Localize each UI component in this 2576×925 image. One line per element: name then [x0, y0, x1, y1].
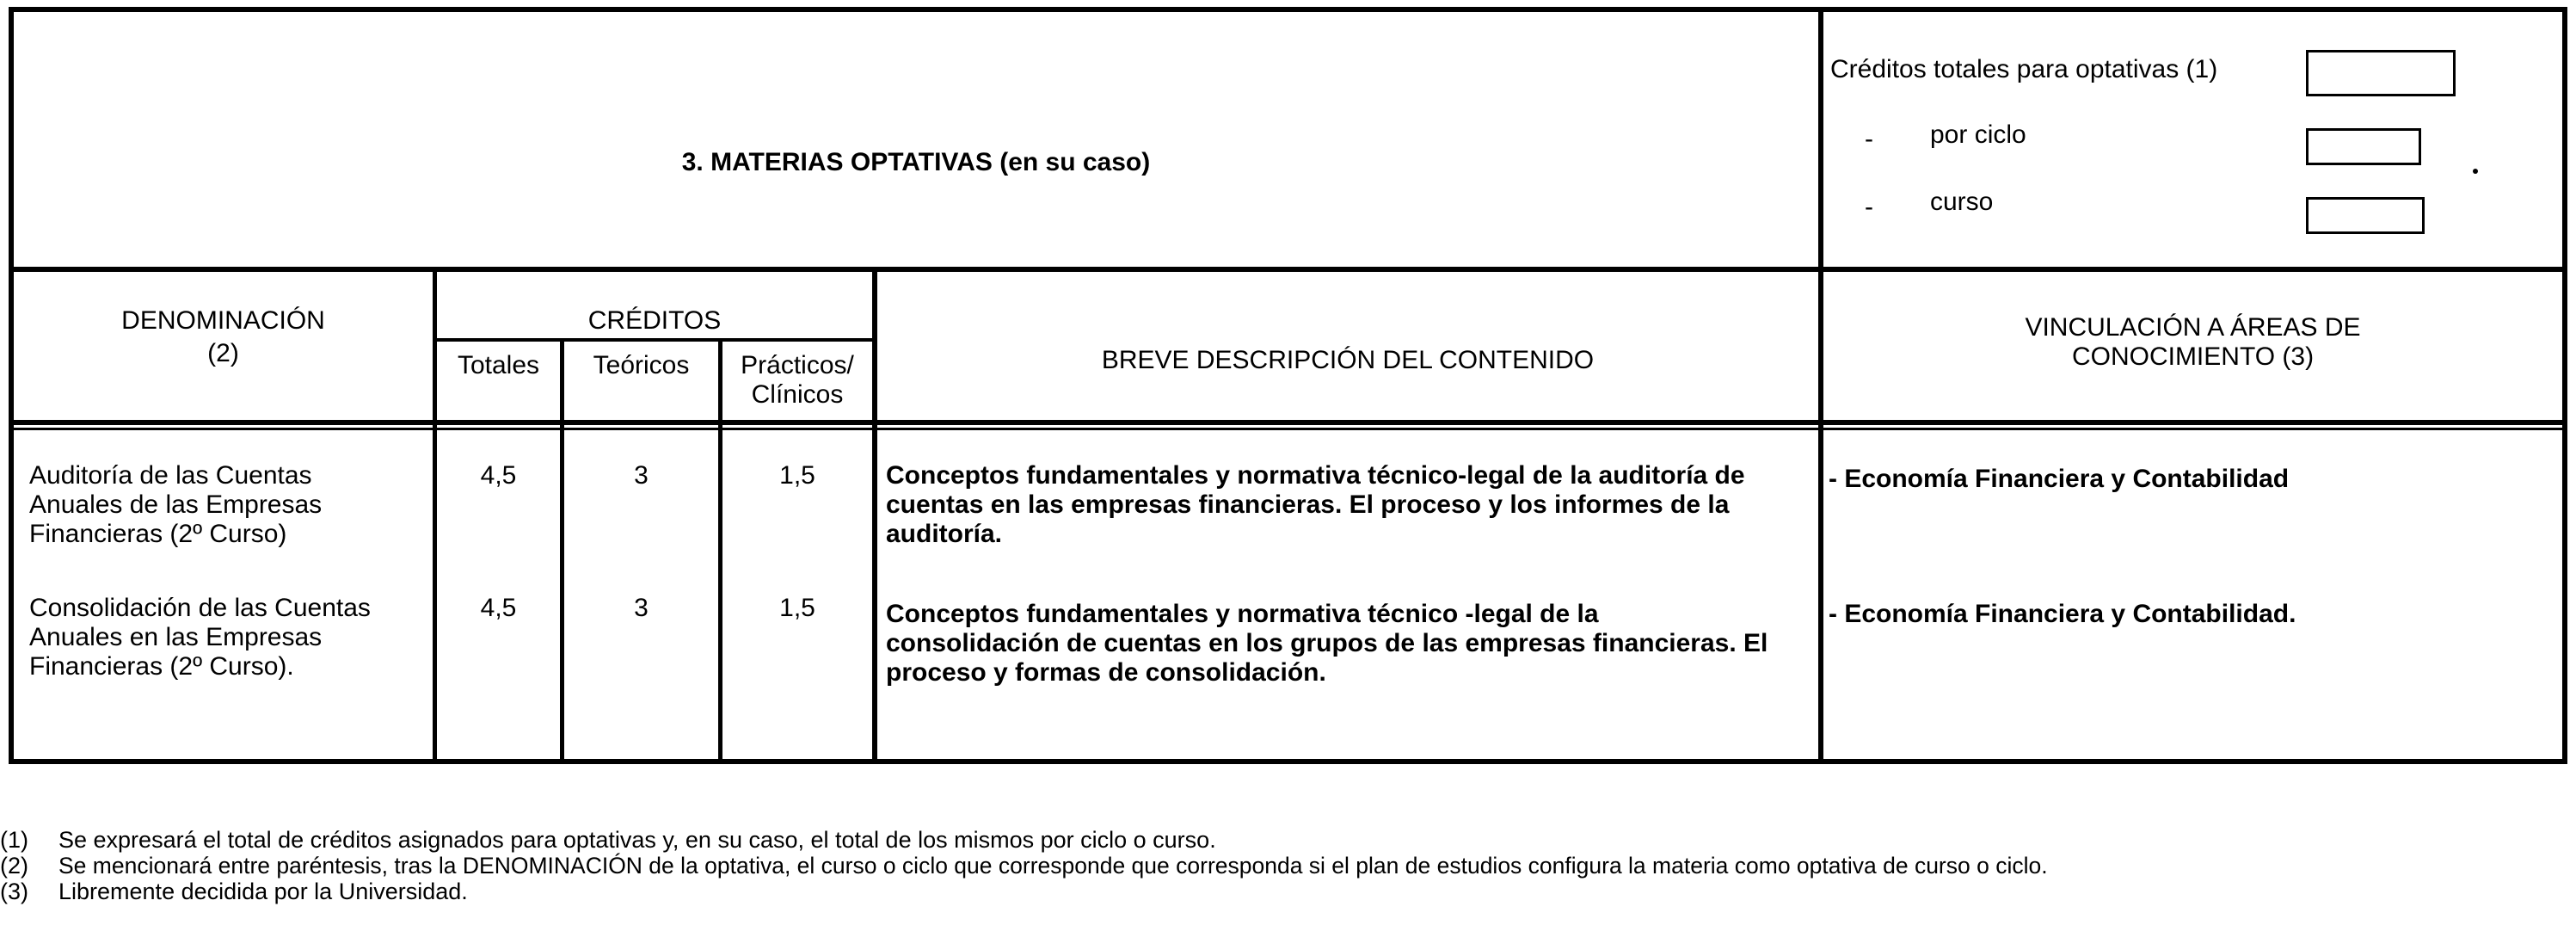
row-area: - Economía Financiera y Contabilidad. [1829, 600, 2296, 628]
row-teoricos: 3 [634, 461, 649, 490]
stray-dot [2473, 169, 2478, 174]
row-teoricos: 3 [634, 594, 649, 622]
footnote-3-num: (3) [0, 879, 28, 904]
row-description: Conceptos fundamentales y normativa técnico -legal de la consolidación de cuentas en los grupos de las empresas financieras. El proceso y formas de consolidación. [886, 600, 1768, 687]
footnote-1-text: Se expresará el total de créditos asignados para optativas y, en su caso, el total de los mismos por ciclo o curso. [58, 827, 1216, 853]
row-description: Conceptos fundamentales y normativa técnico-legal de la auditoría de cuentas en las empresas financieras. El proceso y los informes de la auditoría. [886, 461, 1745, 548]
border-title-bottom [9, 267, 2567, 272]
row-totales: 4,5 [480, 594, 517, 622]
per-cycle-label: por ciclo [1930, 120, 2026, 149]
border-top [9, 7, 2567, 12]
row-practicos: 1,5 [779, 594, 815, 622]
header-denominacion-label: DENOMINACIÓN [121, 306, 325, 335]
course-label: curso [1930, 188, 1994, 216]
credits-course-field[interactable] [2306, 197, 2425, 234]
header-practicos [722, 351, 872, 410]
row-totales: 4,5 [480, 461, 517, 490]
header-denominacion-note: (2) [207, 339, 239, 367]
border-vert-tot [560, 338, 564, 764]
section-title: 3. MATERIAS OPTATIVAS (en su caso) [681, 148, 1151, 176]
course-bullet: - [1865, 193, 1873, 221]
per-cycle-bullet: - [1865, 125, 1873, 153]
header-creditos: CRÉDITOS [587, 306, 722, 335]
border-outer-left [9, 7, 14, 764]
footnote-1-num: (1) [0, 827, 28, 853]
header-practicos-line2: Clínicos [751, 380, 844, 409]
border-creditos-sub [433, 338, 875, 342]
row-name: Consolidación de las Cuentas Anuales en las Empresas Financieras (2º Curso). [29, 594, 371, 681]
border-bottom [9, 759, 2567, 764]
header-vinculacion-line2: CONOCIMIENTO (3) [2071, 342, 2315, 371]
footnote-2-text: Se mencionará entre paréntesis, tras la DENOMINACIÓN de la optativa, el curso o ciclo que corresponde que corresponda si el plan de estudios configura la materia como optativa de curso o ciclo. [58, 853, 2048, 879]
header-denominacion [14, 306, 433, 368]
credits-per-cycle-field[interactable] [2306, 128, 2421, 165]
header-vinculacion-line1: VINCULACIÓN A ÁREAS DE [2025, 313, 2361, 342]
header-practicos-line1: Prácticos/ [741, 351, 854, 379]
border-outer-right [2562, 7, 2567, 764]
border-header-bottom-2 [9, 428, 2567, 430]
border-header-bottom [9, 420, 2567, 425]
credits-total-label: Créditos totales para optativas (1) [1830, 55, 2218, 83]
row-practicos: 1,5 [779, 461, 815, 490]
footnote-3-text: Libremente decidida por la Universidad. [58, 879, 468, 904]
header-teoricos: Teóricos [593, 351, 690, 379]
border-vert-vinc [1818, 7, 1823, 764]
header-descripcion: BREVE DESCRIPCIÓN DEL CONTENIDO [1101, 346, 1595, 374]
credits-total-field[interactable] [2306, 50, 2456, 96]
header-vinculacion [1823, 313, 2562, 372]
row-name: Auditoría de las Cuentas Anuales de las Empresas Financieras (2º Curso) [29, 461, 323, 548]
row-area: - Economía Financiera y Contabilidad [1829, 465, 2290, 493]
header-totales: Totales [457, 351, 540, 379]
footnote-2-num: (2) [0, 853, 28, 879]
